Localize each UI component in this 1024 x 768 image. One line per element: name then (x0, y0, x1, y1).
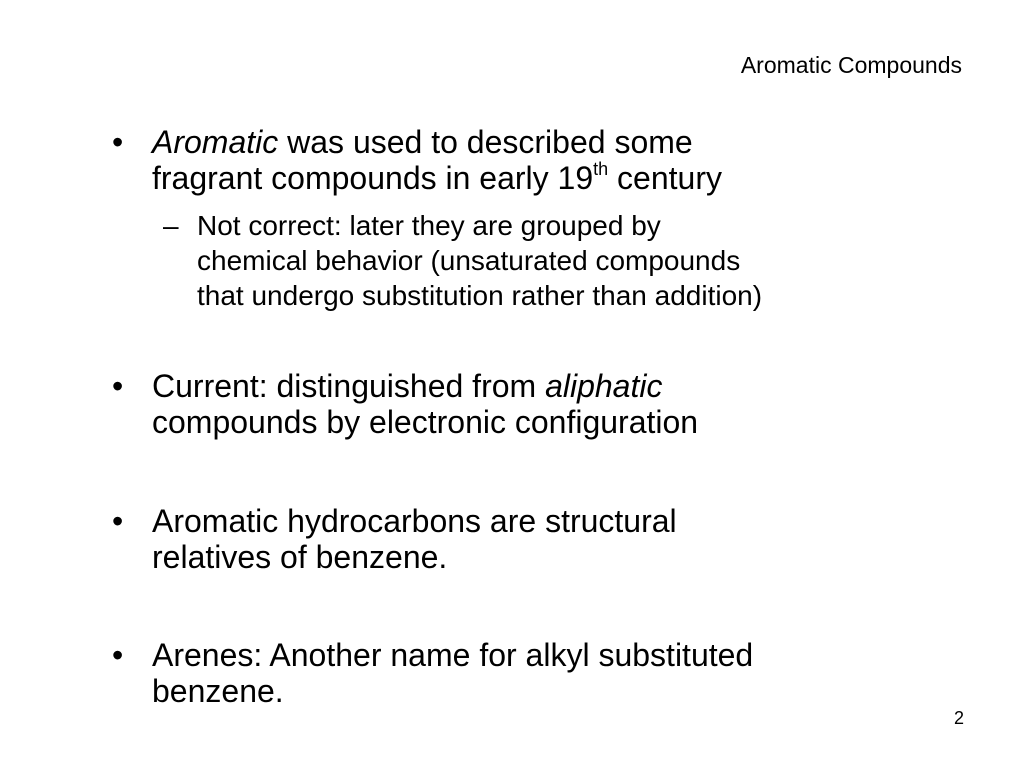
sub-bullet-line: Not correct: later they are grouped by (197, 210, 661, 241)
sub-bullet-line: that undergo substitution rather than addition) (197, 280, 763, 311)
bullet-line: Aromatic hydrocarbons are structural (152, 503, 677, 539)
bullet-line: benzene. (152, 673, 284, 709)
bullet-line (152, 124, 942, 160)
bullet-text: Current: distinguished from (152, 368, 546, 404)
emphasis-text: aliphatic (545, 368, 663, 404)
bullet-marker: • (112, 368, 124, 404)
bullet-line: Arenes: Another name for alkyl substituted (152, 637, 754, 673)
bullet-marker: • (112, 124, 124, 160)
sub-bullet-item (163, 208, 967, 313)
bullet-item (112, 124, 942, 196)
bullet-text: was used to described some (278, 124, 693, 160)
bullet-line (152, 368, 942, 404)
bullet-text: fragrant compounds in early 19 (152, 160, 594, 196)
bullet-item (112, 503, 942, 575)
bullet-item (112, 368, 942, 440)
bullet-line: relatives of benzene. (152, 539, 448, 575)
emphasis-text: Aromatic (152, 124, 279, 160)
bullet-line: compounds by electronic configuration (152, 404, 699, 440)
bullet-marker: • (112, 637, 124, 673)
bullet-line (152, 160, 942, 196)
slide-title: Aromatic Compounds (740, 52, 962, 78)
page-number: 2 (953, 708, 964, 728)
bullet-item (112, 637, 942, 709)
superscript-text: th (593, 159, 609, 180)
bullet-marker: • (112, 503, 124, 539)
sub-bullet-marker: – (163, 210, 179, 241)
sub-bullet-line: chemical behavior (unsaturated compounds (197, 245, 741, 276)
bullet-text: century (608, 160, 722, 196)
